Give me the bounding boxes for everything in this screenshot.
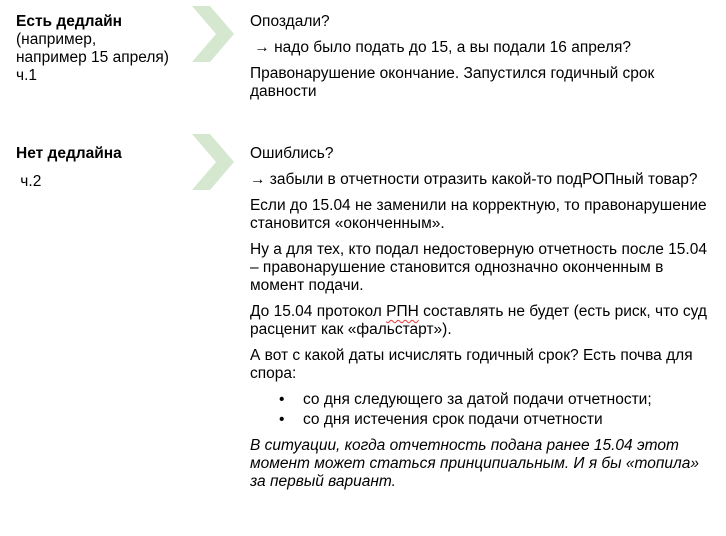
section-1-content bbox=[250, 13, 712, 109]
bullet-list bbox=[250, 391, 712, 429]
bullet-item-2: • со дня истечения срок подачи отчетности bbox=[250, 411, 712, 429]
section-2-paragraph-3: Если до 15.04 не заменили на корректную, то правонарушение становится «оконченным». bbox=[250, 197, 707, 232]
section-1-label bbox=[16, 13, 191, 85]
spellcheck-marked-word: РПН bbox=[386, 303, 419, 320]
section-1-paragraph-1: Опоздали? bbox=[250, 13, 330, 30]
section-1-title: Есть дедлайн bbox=[16, 13, 123, 30]
section-2-paragraph-5-start: До 15.04 протокол bbox=[250, 303, 387, 320]
section-2-subtitle: ч.2 bbox=[16, 173, 42, 190]
section-2-paragraph-5 bbox=[250, 303, 712, 339]
section-2-paragraph-2: → забыли в отчетности отразить какой-то подРОПный товар? bbox=[250, 171, 698, 188]
section-2-paragraph-5-end: составлять не будет (есть риск, что суд расценит как «фальстарт»). bbox=[250, 303, 707, 338]
section-2-paragraph-1: Ошиблись? bbox=[250, 145, 334, 162]
section-2-content bbox=[250, 145, 712, 499]
section-1-arrow-icon bbox=[192, 6, 234, 62]
section-2-conclusion: В ситуации, когда отчетность подана ранее 15.04 этот момент может статься принципиальным. И я бы «топила» за первый вариант. bbox=[250, 437, 699, 490]
section-2-paragraph-4: Ну а для тех, кто подал недостоверную отчетность после 15.04 – правонарушение становится однозначно оконченным в момент подачи. bbox=[250, 241, 707, 294]
section-1-paragraph-3: Правонарушение окончание. Запустился годичный срок давности bbox=[250, 65, 655, 100]
section-1-paragraph-2: → надо было подать до 15, а вы подали 16 апреля? bbox=[250, 39, 632, 56]
section-2-arrow-icon bbox=[192, 134, 234, 190]
section-2-label bbox=[16, 145, 191, 191]
section-1-subtitle: (например, например 15 апреля) ч.1 bbox=[16, 31, 169, 84]
bullet-item-1: • со дня следующего за датой подачи отчетности; bbox=[250, 391, 712, 409]
section-2-title: Нет дедлайна bbox=[16, 145, 122, 162]
section-2-paragraph-6: А вот с какой даты исчислять годичный срок? Есть почва для спора: bbox=[250, 347, 693, 382]
